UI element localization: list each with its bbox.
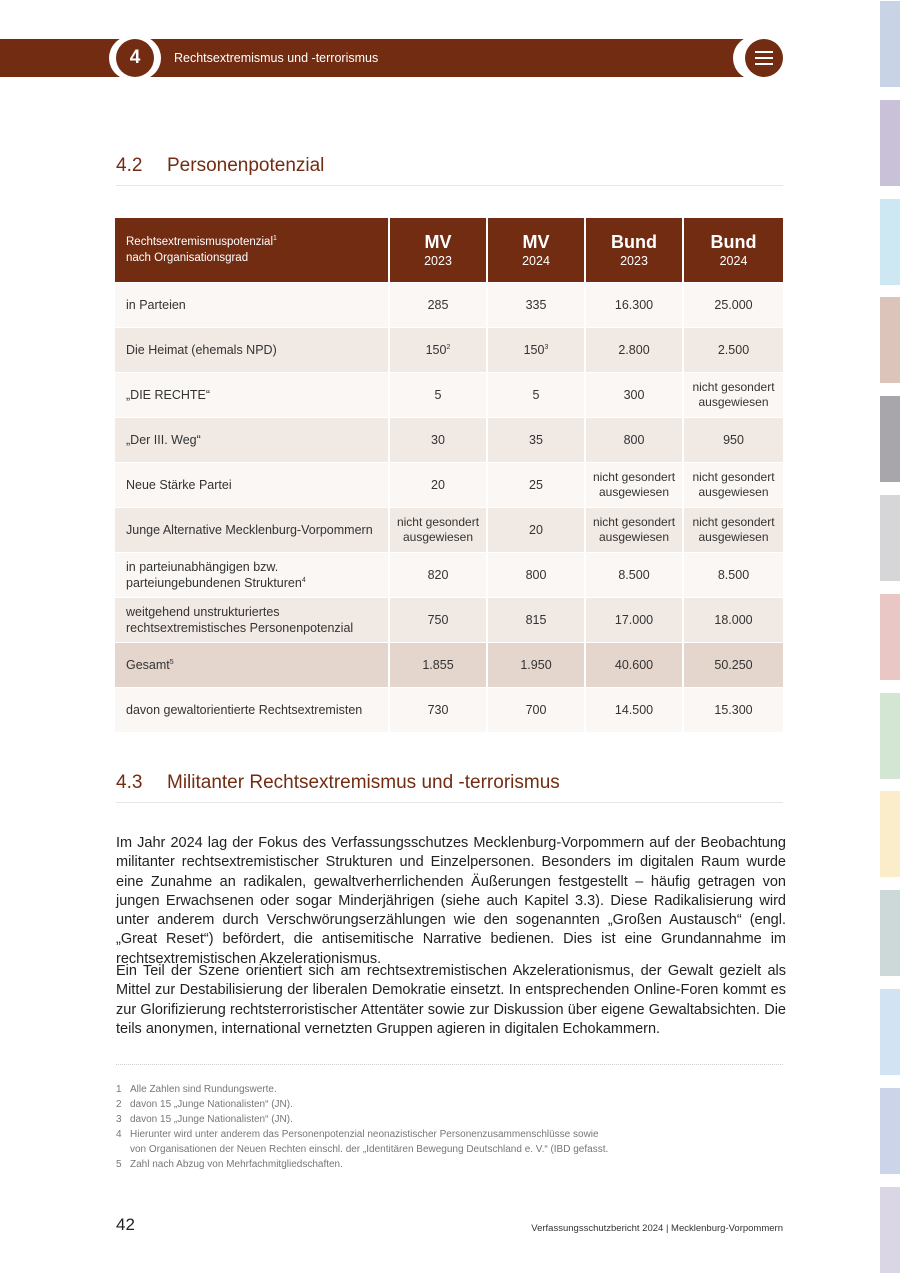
table-cell: 950 (683, 418, 783, 463)
section-title: Militanter Rechtsextremismus und -terrorismus (167, 772, 560, 793)
table-cell: 8.500 (585, 553, 683, 598)
table-cell: 20 (389, 463, 487, 508)
side-tab-3[interactable] (880, 199, 900, 285)
footnote: 1 Alle Zahlen sind Rundungswerte. (116, 1084, 277, 1095)
column-header: MV 2024 (487, 218, 585, 283)
hamburger-icon-bar (755, 63, 773, 65)
chapter-title: Rechtsextremismus und -terrorismus (174, 51, 379, 65)
table-cell: 18.000 (683, 598, 783, 643)
column-header: Bund 2023 (585, 218, 683, 283)
table-cell: 820 (389, 553, 487, 598)
section-number: 4.2 (116, 155, 143, 176)
table-cell: 14.500 (585, 688, 683, 733)
column-header: Bund 2024 (683, 218, 783, 283)
table-cell: nicht gesondert ausgewiesen (683, 463, 783, 508)
footer-publication: Verfassungsschutzbericht 2024 | Mecklenburg-Vorpommern (531, 1223, 783, 1234)
table-cell: 15.300 (683, 688, 783, 733)
row-label: Die Heimat (ehemals NPD) (115, 328, 389, 373)
table-cell: 285 (389, 283, 487, 328)
table-row (115, 283, 783, 328)
column-header: MV 2023 (389, 218, 487, 283)
side-tab-6[interactable] (880, 495, 900, 581)
row-label: Neue Stärke Partei (115, 463, 389, 508)
table-cell: 35 (487, 418, 585, 463)
table-row (115, 463, 783, 508)
section-number: 4.3 (116, 772, 143, 793)
table-cell: 800 (585, 418, 683, 463)
table-cell: 2.800 (585, 328, 683, 373)
side-tab-10[interactable] (880, 890, 900, 976)
table-cell: 25.000 (683, 283, 783, 328)
row-label: weitgehend unstrukturiertes rechtsextremistisches Personenpotenzial (115, 598, 389, 643)
row-label: in Parteien (115, 283, 389, 328)
row-label: Gesamt$^5$ (115, 643, 389, 688)
table-cell: 30 (389, 418, 487, 463)
table-cell: 335 (487, 283, 585, 328)
side-tab-4[interactable] (880, 297, 900, 383)
table-cell: 1.855 (389, 643, 487, 688)
table-row (115, 553, 783, 598)
side-tab-5[interactable] (880, 396, 900, 482)
table-cell: 25 (487, 463, 585, 508)
side-tab-9[interactable] (880, 791, 900, 877)
footnotes (116, 1082, 783, 1172)
section-heading-4-2 (116, 155, 783, 186)
table-cell: 17.000 (585, 598, 683, 643)
side-tab-13[interactable] (880, 1187, 900, 1273)
table-cell: nicht gesondert ausgewiesen (389, 508, 487, 553)
row-label: in parteiunabhängigen bzw. parteiungebundenen Strukturen$^4$ (115, 553, 389, 598)
table-cell: $150^3$ (487, 328, 585, 373)
table-cell: 800 (487, 553, 585, 598)
table-cell: 5 (389, 373, 487, 418)
table-header-row (115, 218, 783, 283)
table-row (115, 328, 783, 373)
footnote: 2 davon 15 „Junge Nationalisten“ (JN). (116, 1099, 293, 1110)
table-cell: 40.600 (585, 643, 683, 688)
table-cell: $150^2$ (389, 328, 487, 373)
footnote: 3 davon 15 „Junge Nationalisten“ (JN). (116, 1114, 293, 1125)
table-row (115, 688, 783, 733)
table-cell: nicht gesondert ausgewiesen (585, 508, 683, 553)
table-cell: 20 (487, 508, 585, 553)
body-paragraph: Ein Teil der Szene orientiert sich am rechtsextremistischen Akzelerationismus, der Gewalt gezielt als Mittel zur Destabilisierung der liberalen Demokratie einsetzt. In entsprechenden Online-Foren kommt es zur Glorifizierung rechtsterroristischer Attentäter sowie zur Diskussion über eigene Gewaltabsichten. Die teils anonymen, international vernetzten Gruppen agieren in digitalen Echokammern. (116, 963, 786, 1037)
personenpotenzial-table (115, 218, 783, 733)
table-cell: 730 (389, 688, 487, 733)
table-cell: 300 (585, 373, 683, 418)
row-label: davon gewaltorientierte Rechtsextremisten (115, 688, 389, 733)
table-cell: nicht gesondert ausgewiesen (683, 373, 783, 418)
hamburger-icon-bar (755, 51, 773, 53)
table-cell: 5 (487, 373, 585, 418)
row-label: „Der III. Weg“ (115, 418, 389, 463)
table-cell: 815 (487, 598, 585, 643)
table-cell: nicht gesondert ausgewiesen (585, 463, 683, 508)
table-row (115, 373, 783, 418)
side-tab-7[interactable] (880, 594, 900, 680)
menu-button[interactable] (745, 39, 783, 77)
table-header-label: Rechtsextremismuspotenzial$^1$ nach Organisationsgrad (115, 218, 389, 283)
table-row (115, 508, 783, 553)
body-paragraph: Im Jahr 2024 lag der Fokus des Verfassungsschutzes Mecklenburg-Vorpommern auf der Beobachtung militanter rechtsextremistischer Strukturen und Einzelpersonen. Besonders im digitalen Raum wurde eine Zunahme an radikalen, gewaltverherrlichenden Äußerungen festgestellt – häufig getragen von jungen Erwachsenen oder sogar Minderjährigen (siehe auch Kapitel 3.3). Diese Radikalisierung wird unter anderem durch Verschwörungserzählungen wie den sogenannten „Großen Austausch“ (engl. „Great Reset“) befördert, die antisemitische Narrative bedienen. Dies ist eine Grundannahme im rechtsextremistischen Akzelerationismus. (116, 835, 786, 967)
section-heading-4-3 (116, 772, 783, 803)
side-tab-11[interactable] (880, 989, 900, 1075)
chapter-number-badge: 4 (116, 39, 154, 77)
table-cell: nicht gesondert ausgewiesen (683, 508, 783, 553)
table-cell: 2.500 (683, 328, 783, 373)
table-cell: 8.500 (683, 553, 783, 598)
table-cell: 1.950 (487, 643, 585, 688)
table-cell: 700 (487, 688, 585, 733)
footnote: 5 Zahl nach Abzug von Mehrfachmitgliedschaften. (116, 1159, 343, 1170)
side-tab-2[interactable] (880, 100, 900, 186)
side-tab-12[interactable] (880, 1088, 900, 1174)
hamburger-icon-bar (755, 57, 773, 59)
table-row-total (115, 643, 783, 688)
page-number: 42 (116, 1215, 135, 1234)
table-row (115, 598, 783, 643)
section-title: Personenpotenzial (167, 155, 325, 176)
row-label: „DIE RECHTE“ (115, 373, 389, 418)
footnote: 4 Hierunter wird unter anderem das Personenpotenzial neonazistischer Personenzusammenschlüsse sowie von Organisationen der Neuen Rechten einschl. der „Identitären Bewegung Deutschland e. V.“ (IBD gefasst. (116, 1129, 609, 1155)
table-cell: 50.250 (683, 643, 783, 688)
footnote-divider (116, 1064, 783, 1065)
side-tab-1[interactable] (880, 1, 900, 87)
table-cell: 16.300 (585, 283, 683, 328)
table-row (115, 418, 783, 463)
side-tab-8[interactable] (880, 693, 900, 779)
row-label: Junge Alternative Mecklenburg-Vorpommern (115, 508, 389, 553)
table-cell: 750 (389, 598, 487, 643)
